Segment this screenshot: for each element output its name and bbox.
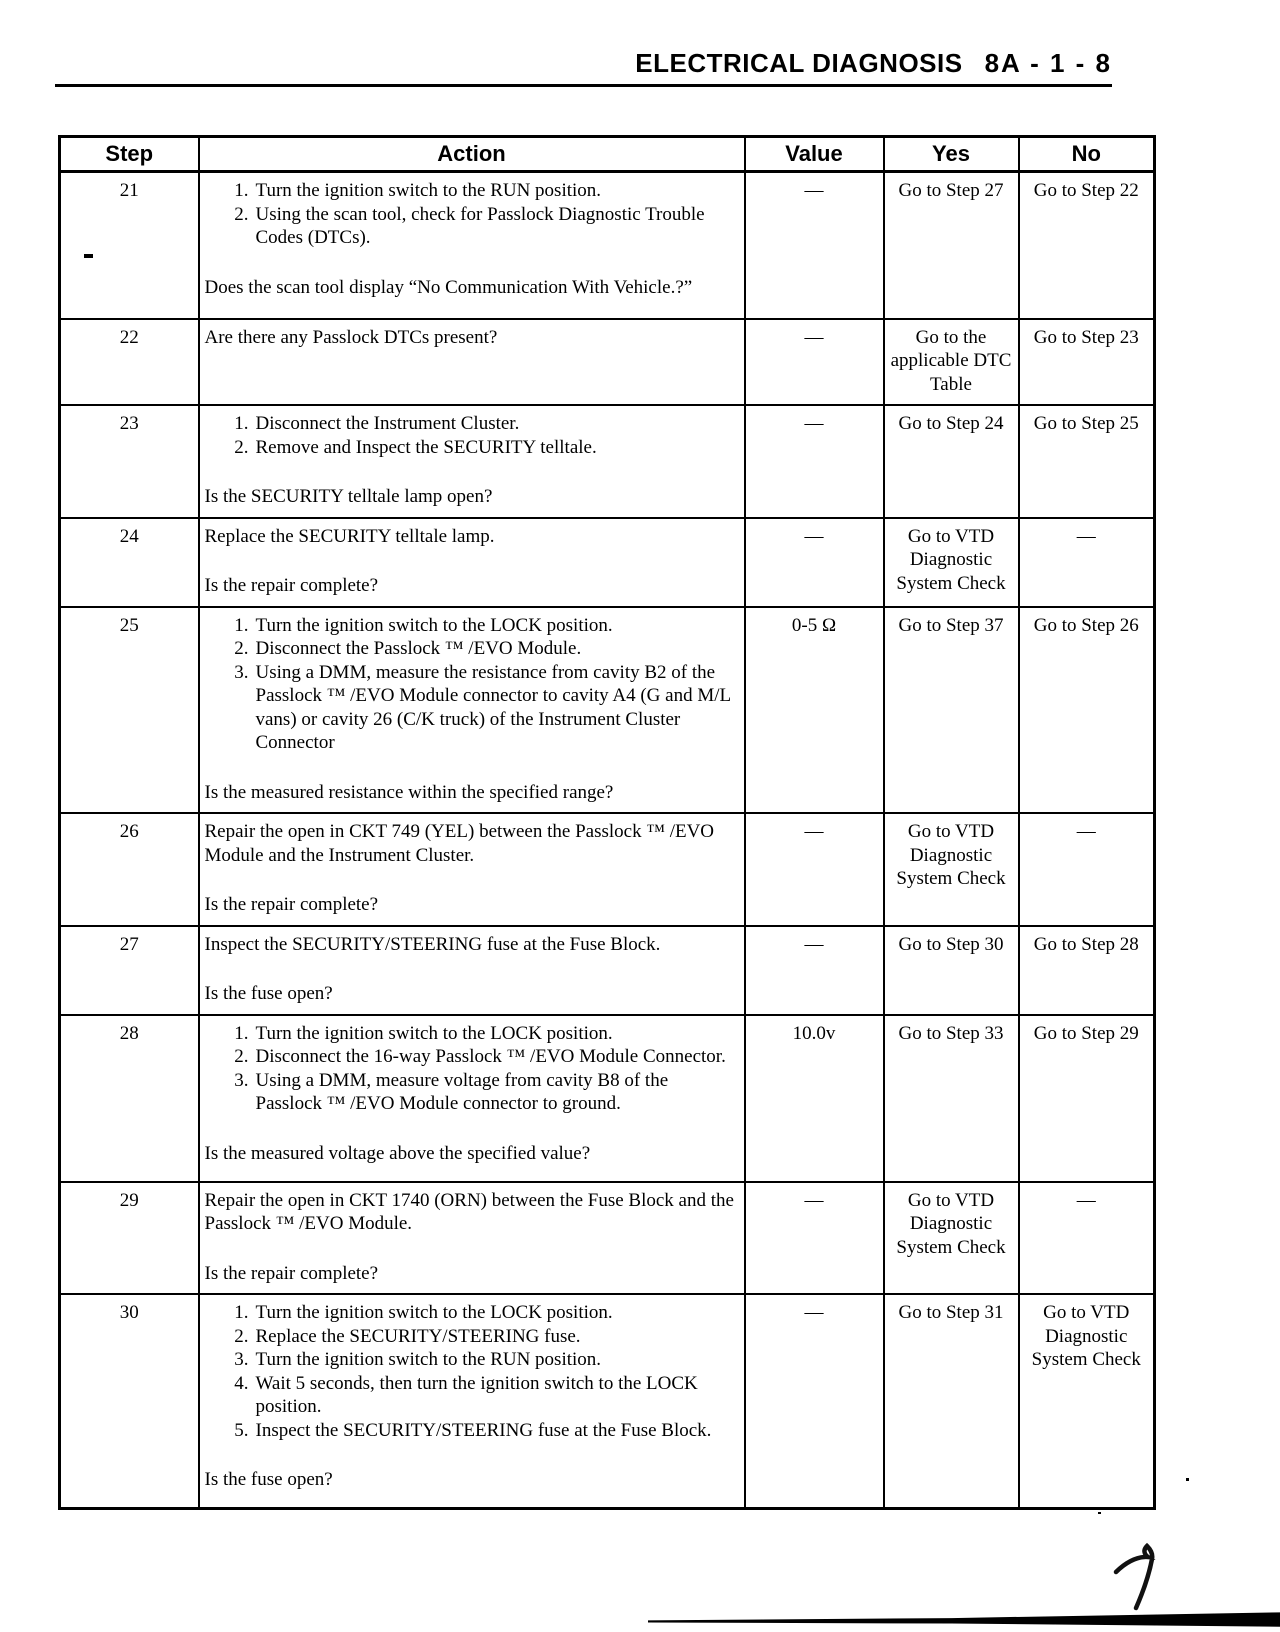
value-cell: — [745,405,884,518]
value-cell: — [745,1182,884,1295]
diagnostic-table [58,135,1156,1510]
action-step-text: Turn the ignition switch to the LOCK position. [255,614,613,636]
action-step-text: Remove and Inspect the SECURITY telltale. [255,436,597,458]
action-step-text: Using a DMM, measure the resistance from cavity B2 of the Passlock ™ /EVO Module connector to cavity A4 (G and M/L vans) or cavity 26 (C/K truck) of the Instrument Cluster Connector [255,661,731,753]
action-step-number: 2. [234,1046,249,1067]
action-step-item [205,179,739,203]
action-step-item [205,1301,739,1325]
action-step-number: 3. [234,661,249,683]
action-step-text: Inspect the SECURITY/STEERING fuse at the Fuse Block. [255,1419,712,1441]
scan-speck [1186,1478,1189,1481]
no-cell: Go to Step 23 [1019,319,1155,406]
no-cell: Go to VTD Diagnostic System Check [1019,1294,1155,1508]
action-step-number: 3. [234,1349,249,1370]
action-question: Is the repair complete? [204,575,379,596]
yes-cell: Go to the applicable DTC Table [884,319,1019,406]
page-number: 8A - 1 - 8 [984,48,1112,78]
header-rule [55,84,1112,87]
action-step-text: Turn the ignition switch to the RUN position. [255,1349,602,1370]
action-step-number: 1. [234,180,249,201]
action-step-number: 3. [234,1069,249,1091]
action-step-text: Wait 5 seconds, then turn the ignition switch to the LOCK position. [255,1372,698,1417]
page-header [0,48,1112,79]
table-row [60,1182,1155,1295]
value-cell: — [745,319,884,406]
yes-cell: Go to VTD Diagnostic System Check [884,518,1019,607]
action-step-text: Using a DMM, measure voltage from cavity B8 of the Passlock ™ /EVO Module connector to ground. [255,1069,669,1114]
action-step-text: Turn the ignition switch to the LOCK position. [255,1302,613,1323]
action-step-number: 1. [234,1022,249,1044]
table-row [60,518,1155,607]
action-question: Is the repair complete? [204,1262,379,1284]
action-cell [199,172,745,319]
no-cell: — [1019,518,1155,607]
action-question: Is the repair complete? [204,894,379,915]
bottom-scan-bar [648,1612,1280,1628]
yes-cell: Go to VTD Diagnostic System Check [884,1182,1019,1295]
step-cell: 26 [60,813,199,926]
handwritten-mark [1110,1540,1174,1617]
table-row [60,1294,1155,1508]
action-step-number: 4. [234,1372,249,1394]
action-question: Is the measured voltage above the specified value? [204,1142,591,1164]
action-step-number: 2. [234,638,249,659]
value-cell: — [745,813,884,926]
action-cell [199,813,745,926]
step-cell: 22 [60,319,199,406]
column-header-step: Step [60,137,199,172]
value-cell: — [745,1294,884,1508]
step-cell: 21 [60,172,199,319]
action-step-item [205,1022,739,1046]
action-intro: Repair the open in CKT 1740 (ORN) between the Fuse Block and the Passlock ™ /EVO Module. [204,1189,734,1234]
action-step-text: Disconnect the Instrument Cluster. [255,413,520,434]
action-step-text: Turn the ignition switch to the RUN position. [255,180,602,201]
action-step-number: 2. [234,1325,249,1347]
action-step-number: 1. [234,614,249,636]
action-step-text: Turn the ignition switch to the LOCK position. [255,1022,613,1044]
action-step-number: 1. [234,413,249,434]
action-cell [199,1294,745,1508]
action-step-item [205,1325,739,1349]
value-cell: — [745,518,884,607]
step-cell: 28 [60,1015,199,1182]
action-question: Is the fuse open? [204,983,333,1004]
column-header-no: No [1019,137,1155,172]
action-step-text: Using the scan tool, check for Passlock Diagnostic Trouble Codes (DTCs). [255,203,705,248]
action-intro: Replace the SECURITY telltale lamp. [204,525,495,547]
action-cell [199,607,745,814]
action-step-item [205,614,739,638]
action-cell [199,926,745,1015]
column-header-yes: Yes [884,137,1019,172]
action-question: Is the SECURITY telltale lamp open? [204,486,493,507]
no-cell: Go to Step 29 [1019,1015,1155,1182]
step-cell: 25 [60,607,199,814]
no-cell: Go to Step 25 [1019,405,1155,518]
step-cell: 24 [60,518,199,607]
no-cell: Go to Step 28 [1019,926,1155,1015]
table-row [60,319,1155,406]
action-cell [199,1015,745,1182]
table-row [60,607,1155,814]
table-row [60,926,1155,1015]
action-question: Does the scan tool display “No Communication With Vehicle.?” [204,276,693,298]
action-step-item [205,1419,739,1443]
action-cell [199,319,745,406]
yes-cell: Go to Step 31 [884,1294,1019,1508]
action-step-item [205,203,739,250]
value-cell: 10.0v [745,1015,884,1182]
value-cell: — [745,926,884,1015]
action-step-item [205,1372,739,1419]
yes-cell: Go to Step 37 [884,607,1019,814]
yes-cell: Go to Step 24 [884,405,1019,518]
action-step-text: Disconnect the 16-way Passlock ™ /EVO Module Connector. [255,1046,726,1067]
scan-speck [1098,1512,1101,1514]
action-step-item [205,1348,739,1372]
action-step-item [205,436,739,460]
no-cell: — [1019,813,1155,926]
action-cell [199,1182,745,1295]
step-cell: 23 [60,405,199,518]
action-step-item [205,412,739,436]
yes-cell: Go to VTD Diagnostic System Check [884,813,1019,926]
action-intro: Repair the open in CKT 749 (YEL) between the Passlock ™ /EVO Module and the Instrument Cluster. [204,821,715,866]
step-cell: 29 [60,1182,199,1295]
column-header-value: Value [745,137,884,172]
page-title: ELECTRICAL DIAGNOSIS [635,48,963,78]
no-cell: — [1019,1182,1155,1295]
action-question: Are there any Passlock DTCs present? [204,326,498,348]
no-cell: Go to Step 26 [1019,607,1155,814]
table-row [60,405,1155,518]
action-step-item [205,1069,739,1116]
action-step-item [205,661,739,755]
action-step-number: 1. [234,1302,249,1323]
table-body [60,172,1155,1509]
step-cell: 30 [60,1294,199,1508]
action-step-text: Disconnect the Passlock ™ /EVO Module. [255,638,582,659]
table-header-row [60,137,1155,172]
action-step-item [205,1045,739,1069]
action-step-number: 2. [234,436,249,458]
table-row [60,1015,1155,1182]
action-question: Is the measured resistance within the specified range? [204,781,614,803]
column-header-action: Action [199,137,745,172]
value-cell: — [745,172,884,319]
action-cell [199,405,745,518]
yes-cell: Go to Step 33 [884,1015,1019,1182]
action-step-number: 5. [234,1419,249,1441]
action-step-number: 2. [234,203,249,225]
action-question: Is the fuse open? [204,1469,333,1490]
yes-cell: Go to Step 30 [884,926,1019,1015]
action-step-item [205,637,739,661]
table-row [60,813,1155,926]
action-intro: Inspect the SECURITY/STEERING fuse at the Fuse Block. [204,933,661,955]
stray-pen-dash [84,254,93,258]
yes-cell: Go to Step 27 [884,172,1019,319]
value-cell: 0-5 Ω [745,607,884,814]
action-step-text: Replace the SECURITY/STEERING fuse. [255,1325,581,1347]
step-cell: 27 [60,926,199,1015]
table-row [60,172,1155,319]
action-cell [199,518,745,607]
no-cell: Go to Step 22 [1019,172,1155,319]
